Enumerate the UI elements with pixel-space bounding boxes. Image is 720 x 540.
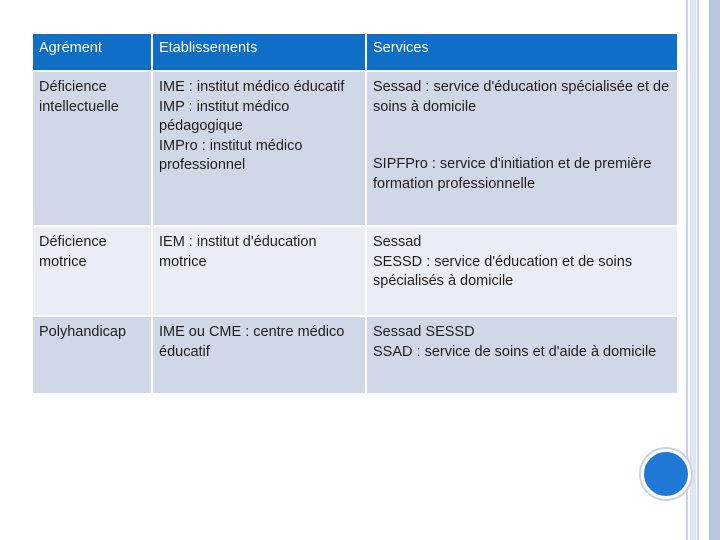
decorative-stripe — [709, 0, 720, 540]
cell-etablissements — [152, 71, 366, 226]
service-item: SSAD : service de soins et d'aide à domicile — [373, 343, 657, 360]
table-row — [32, 226, 678, 316]
table-header-row — [32, 33, 678, 71]
service-item: Sessad — [373, 234, 422, 250]
etablissement-item: IEM : institut d'éducation motrice — [159, 234, 317, 270]
header-agrement: Agrément — [32, 33, 152, 71]
header-services: Services — [366, 33, 678, 71]
etablissement-item: IMPro : institut médico professionnel — [159, 137, 303, 173]
etablissement-item: IME ou CME : centre médico éducatif — [159, 324, 345, 360]
header-etablissements: Etablissements — [152, 33, 366, 71]
cell-agrement: Déficience intellectuelle — [32, 71, 152, 226]
etablissement-item: IMP : institut médico pédagogique — [159, 98, 290, 134]
cell-etablissements — [152, 226, 366, 316]
cell-services — [366, 226, 678, 316]
service-item: Sessad : service d'éducation spécialisée et de soins à domicile — [373, 79, 670, 115]
agrement-table — [31, 32, 679, 395]
service-item: Sessad SESSD — [373, 324, 475, 340]
etablissement-item: IME : institut médico éducatif — [159, 79, 345, 95]
service-item: SESSD : service d'éducation et de soins spécialisés à domicile — [373, 253, 633, 289]
cell-services — [366, 71, 678, 226]
cell-services — [366, 316, 678, 394]
decorative-circle-icon — [641, 449, 691, 499]
cell-agrement: Polyhandicap — [32, 316, 152, 394]
cell-agrement: Déficience motrice — [32, 226, 152, 316]
decorative-stripe — [690, 0, 696, 540]
decorative-stripe — [697, 0, 699, 540]
service-item: SIPFPro : service d'initiation et de première formation professionnelle — [373, 156, 652, 192]
table-row — [32, 71, 678, 226]
cell-etablissements — [152, 316, 366, 394]
spacer — [373, 117, 670, 155]
table-row — [32, 316, 678, 394]
